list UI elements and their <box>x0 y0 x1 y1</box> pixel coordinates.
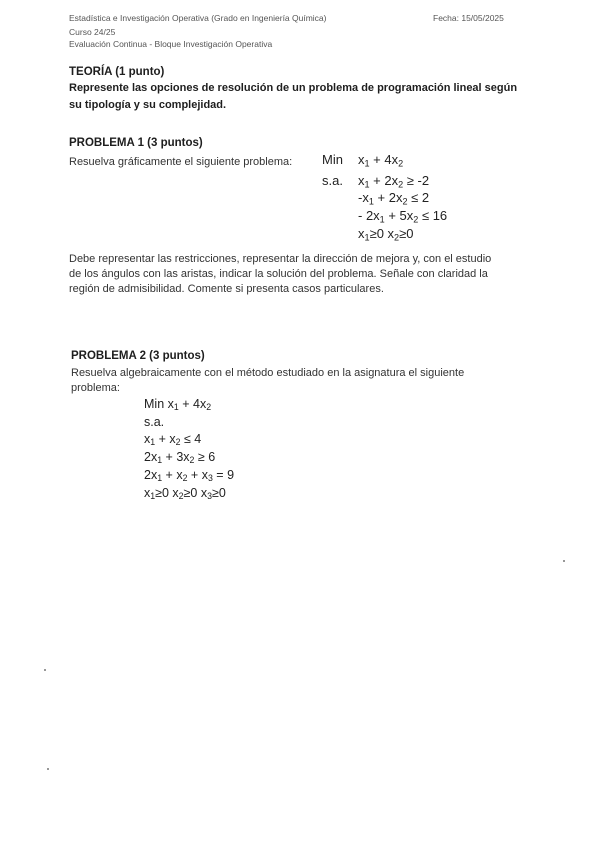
p1-constraint-1: $x_1 + 2x_2 \ge -2$ <box>358 173 430 190</box>
problema2-intro-line2: problema: <box>71 382 120 394</box>
scan-speck <box>47 768 49 770</box>
problema2-title: PROBLEMA 2 (3 puntos) <box>71 350 205 362</box>
scan-speck <box>563 560 565 562</box>
course-title: Estadística e Investigación Operativa (Grado en Ingeniería Química) <box>69 13 327 23</box>
exam-date: Fecha: 15/05/2025 <box>433 13 504 23</box>
problema1-para-line3: región de admisibilidad. Comente si presenta casos particulares. <box>69 283 384 295</box>
problema1-intro: Resuelva gráficamente el siguiente problema: <box>69 156 293 168</box>
p2-constraint-2: $2x_1 + 3x_2 \ge 6$ <box>144 450 216 466</box>
p2-constraint-3: $2x_1 + x_2 + x_3 = 9$ <box>144 468 235 484</box>
problema2-intro-line1: Resuelva algebraicamente con el método estudiado en la asignatura el siguiente <box>71 367 465 379</box>
course-year: Curso 24/25 <box>69 27 116 37</box>
teoria-text-line1: Represente las opciones de resolución de un problema de programación lineal según <box>69 82 518 94</box>
p1-sa-label: s.a. <box>322 173 343 188</box>
p2-constraint-4: $x_1\ge 0$ $x_2\ge 0$ $x_3\ge 0$ <box>144 486 226 502</box>
evaluation-title: Evaluación Continua - Bloque Investigación Operativa <box>69 39 273 49</box>
p1-constraint-2: $-x_1 + 2x_2 \le 2$ <box>358 190 430 207</box>
problema1-para-line1: Debe representar las restricciones, representar la dirección de mejora y, con el estudio <box>69 253 492 265</box>
p2-constraint-1: $x_1 + x_2 \le 4$ <box>144 432 202 448</box>
scan-speck <box>44 669 46 671</box>
teoria-text-line2: su tipología y su complejidad. <box>69 99 227 111</box>
p1-objective: $x_1 + 4x_2$ <box>358 152 404 169</box>
p1-constraint-4: $x_1\ge 0$ $x_2\ge 0$ <box>358 226 414 243</box>
p2-sa-label: s.a. <box>144 415 165 429</box>
teoria-title: TEORÍA (1 punto) <box>69 66 165 78</box>
problema1-para-line2: de los ángulos con las aristas, indicar la solución del problema. Señale con claridad la <box>69 268 488 280</box>
p1-min-label: Min <box>322 152 343 167</box>
problema1-title: PROBLEMA 1 (3 puntos) <box>69 137 203 149</box>
p2-objective: Min $x_1 + 4x_2$ <box>144 397 212 413</box>
p1-constraint-3: - $2x_1 + 5x_2 \le 16$ <box>358 208 448 225</box>
